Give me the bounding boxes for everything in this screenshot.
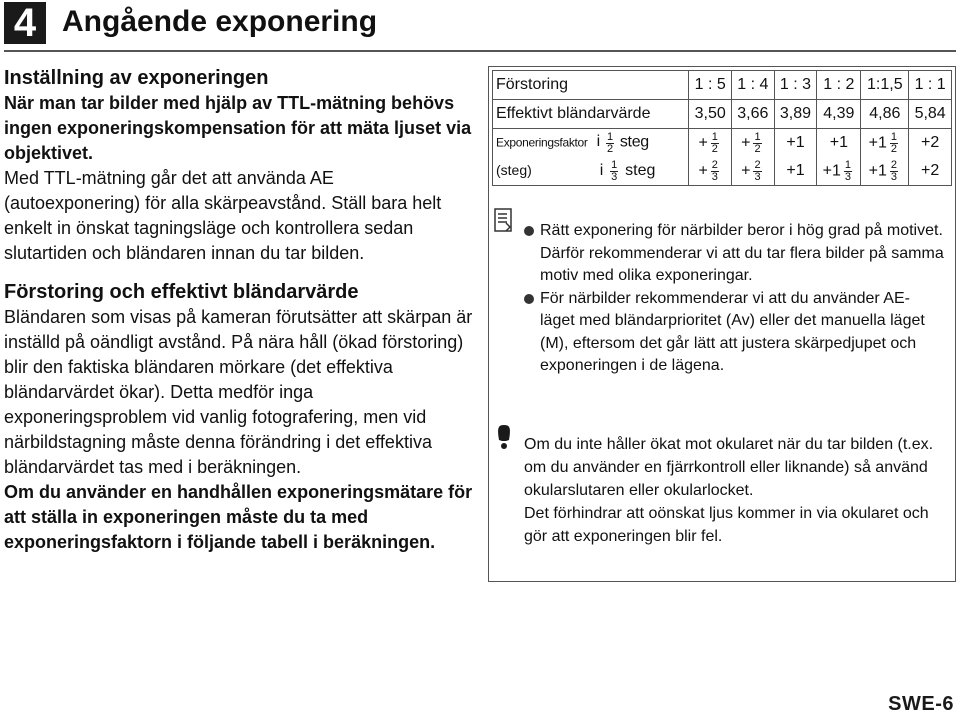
- caution-icon: [494, 424, 514, 450]
- table-row-factor-half: [493, 129, 952, 158]
- table-cell: 1 : 1: [909, 71, 952, 100]
- section-bold-meter: Om du använder en handhållen exponeringsmätare för att ställa in exponeringen måste du ta med exponeringsfaktorn i följande tabell i beräkningen.: [4, 482, 473, 552]
- fraction-half: $\frac{1}{2}$: [606, 130, 613, 155]
- note-list: [524, 220, 944, 378]
- table-cell: 4,39: [817, 100, 861, 129]
- table-cell: 4,86: [861, 100, 909, 129]
- list-item: Rätt exponering för närbilder beror i hög grad på motivet. Därför rekommenderar vi att du tar flera bilder på samma motiv med olika exponeringar.: [524, 220, 944, 288]
- caution-text: [524, 433, 944, 548]
- section-bold-ttl: När man tar bilder med hjälp av TTL-mätning behövs ingen exponeringskompensation för att mäta ljuset via objektivet.: [4, 93, 472, 163]
- section-text-ttl: Med TTL-mätning går det att använda AE (autoexponering) för alla skärpeavstånd. Ställ bara helt enkelt in önskat tagningsläge och kontrollera sedan slutartiden och bländaren innan du tar bilden.: [4, 168, 442, 263]
- table-cell: 1 : 2: [817, 71, 861, 100]
- table-cell: + $\frac{1}{2}$: [689, 129, 732, 158]
- table-cell: +1 $\frac{1}{3}$: [817, 157, 861, 186]
- note-icon: [494, 208, 512, 232]
- chapter-number: 4: [4, 2, 46, 44]
- table-cell: 1:1,5: [861, 71, 909, 100]
- fraction-third: $\frac{1}{3}$: [611, 158, 618, 183]
- table-cell: +1: [774, 157, 817, 186]
- table-row-magnification: [493, 71, 952, 100]
- table-cell: +1: [817, 129, 861, 158]
- table-row-factor-third: [493, 157, 952, 186]
- table-row-label: Förstoring: [493, 71, 689, 100]
- bullet-icon: [524, 226, 534, 236]
- bullet-icon: [524, 294, 534, 304]
- table-cell: +1 $\frac{1}{2}$: [861, 129, 909, 158]
- list-item: För närbilder rekommenderar vi att du använder AE-läget med bländarprioritet (Av) eller det manuella läget (M), eftersom det går lätt att justera skärpedjupet och exponeringen i de lägena.: [524, 288, 944, 378]
- table-cell: + $\frac{1}{2}$: [732, 129, 775, 158]
- section-text-magnification: Bländaren som visas på kameran förutsätter att skärpan är inställd på oändligt avstånd. På nära håll (ökad förstoring) blir den faktiska bländaren mörkare (det effektiva bländarvärdet ökar). Detta medför inga exponeringsproblem vid vanlig fotografering, men vid närbildstagning måste denna förändring i det effektiva bländarvärdet tas med i beräkningen.: [4, 307, 473, 477]
- factor-label: Exponeringsfaktor: [496, 135, 588, 150]
- table-row-label: Exponeringsfaktor i $\frac{1}{2}$ steg: [493, 129, 689, 158]
- table-cell: 1 : 4: [732, 71, 775, 100]
- table-cell: +2: [909, 129, 952, 158]
- table-row-effective-aperture: [493, 100, 952, 129]
- page-number: SWE-6: [888, 693, 954, 715]
- table-cell: 3,50: [689, 100, 732, 129]
- table-cell: 5,84: [909, 100, 952, 129]
- table-cell: 3,66: [732, 100, 775, 129]
- title-divider: [4, 50, 956, 52]
- table-row-label: (steg) i $\frac{1}{3}$ steg: [493, 157, 689, 186]
- table-cell: + $\frac{2}{3}$: [689, 157, 732, 186]
- table-cell: 3,89: [774, 100, 817, 129]
- page-title: Angående exponering: [62, 5, 378, 38]
- section-heading-exposure: Inställning av exponeringen: [4, 67, 269, 89]
- table-cell: + $\frac{2}{3}$: [732, 157, 775, 186]
- table-row-label: Effektivt bländarvärde: [493, 100, 689, 129]
- left-column: [4, 66, 474, 555]
- caution-paragraph: Det förhindrar att oönskat ljus kommer in via okularet och gör att exponeringen blir fel.: [524, 505, 929, 545]
- section-heading-magnification: Förstoring och effektivt bländarvärde: [4, 281, 359, 303]
- exposure-table: [492, 70, 952, 186]
- table-cell: +2: [909, 157, 952, 186]
- factor-label-unit: (steg): [496, 161, 532, 178]
- caution-paragraph: Om du inte håller ökat mot okularet när du tar bilden (t.ex. om du använder en fjärrkontroll eller liknande) så använd okularslutaren eller okularlocket.: [524, 436, 934, 499]
- table-cell: +1 $\frac{2}{3}$: [861, 157, 909, 186]
- table-cell: 1 : 3: [774, 71, 817, 100]
- table-cell: 1 : 5: [689, 71, 732, 100]
- table-cell: +1: [774, 129, 817, 158]
